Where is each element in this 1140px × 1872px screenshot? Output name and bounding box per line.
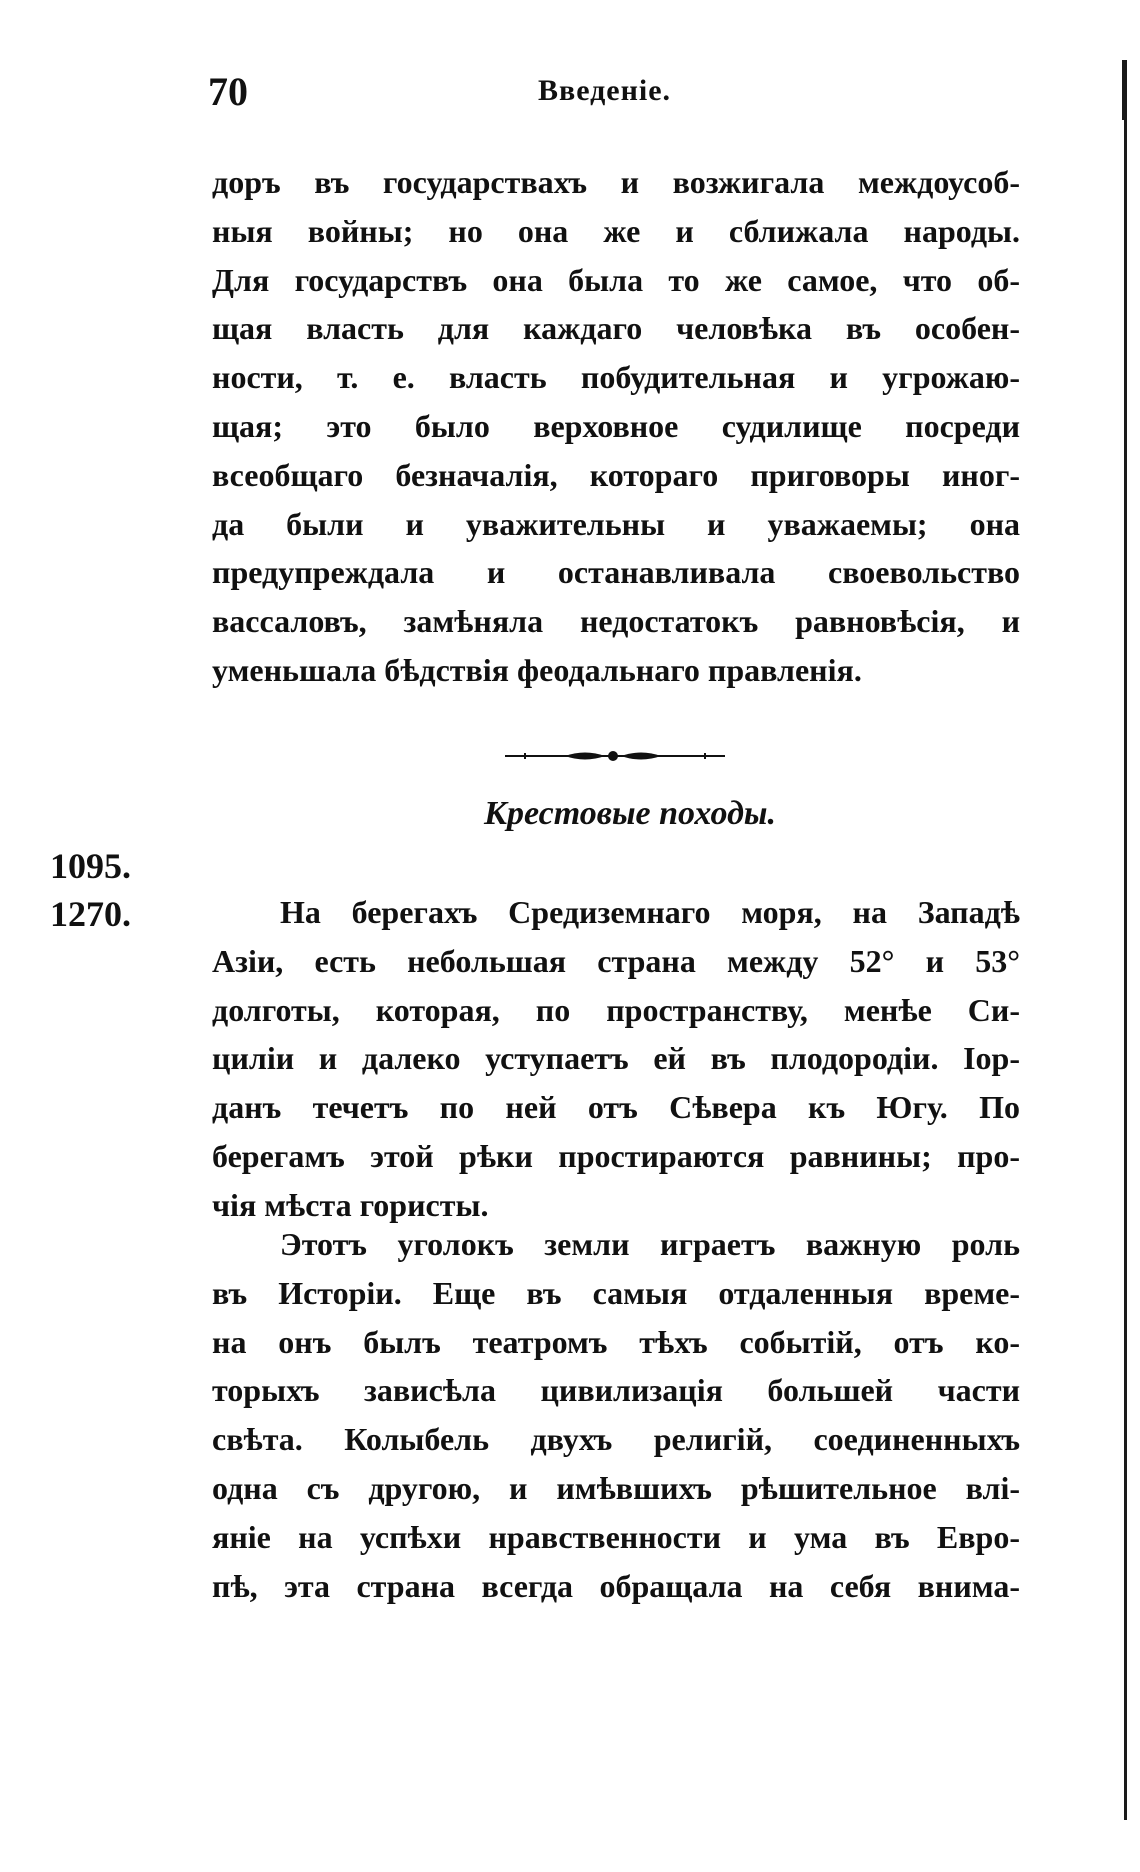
section-title <box>0 795 1140 833</box>
paragraph <box>212 888 1020 1230</box>
text-line: чія мѣста гористы. <box>212 1186 489 1223</box>
paragraph-continuation <box>212 158 1020 695</box>
text-line: ности, т. е. власть побудительная и угрожаю- <box>212 359 1020 396</box>
text-line: вассаловъ, замѣняла недостатокъ равновѣсія, и <box>212 603 1020 640</box>
text-line: На берегахъ Средиземнаго моря, на Западѣ <box>280 894 1020 930</box>
text-line: данъ течетъ по ней отъ Сѣвера къ Югу. По <box>212 1089 1020 1126</box>
text-line: въ Исторіи. Еще въ самыя отдаленныя време- <box>212 1274 1020 1311</box>
text-line: Этотъ уголокъ земли играетъ важную роль <box>280 1226 1020 1262</box>
ornamental-divider <box>505 748 725 764</box>
page-number: 70 <box>208 69 248 114</box>
text-line: яніе на успѣхи нравственности и ума въ Евро- <box>212 1518 1020 1555</box>
text-line: предупреждала и останавливала своевольство <box>212 554 1020 591</box>
margin-years <box>50 842 131 938</box>
text-line: да были и уважительны и уважаемы; она <box>212 505 1020 542</box>
text-line: Азіи, есть небольшая страна между 52° и 53° <box>212 942 1020 979</box>
text-line: уменьшала бѣдствія феодальнаго правленія. <box>212 651 862 688</box>
text-line: торыхъ зависѣла цивилизація большей части <box>212 1372 1020 1409</box>
margin-year-end: 1270. <box>50 894 131 934</box>
text-line: Для государствъ она была то же самое, что об- <box>212 261 1020 298</box>
text-line: щая власть для каждаго человѣка въ особен- <box>212 310 1020 347</box>
text-line: пѣ, эта страна всегда обращала на себя внима- <box>212 1567 1020 1604</box>
margin-year-start: 1095. <box>50 846 131 886</box>
text-line: циліи и далеко уступаетъ ей въ плодородіи. Іор- <box>212 1040 1020 1077</box>
section-title-text: Крестовые походы. <box>483 795 777 832</box>
page-edge-line <box>1124 60 1127 1820</box>
text-line: долготы, которая, по пространству, менѣе Си- <box>212 991 1020 1028</box>
text-line: щая; это было верховное судилище посреди <box>212 407 1020 444</box>
text-line: доръ въ государствахъ и возжигала междоусоб- <box>212 164 1020 200</box>
paragraph <box>212 1220 1020 1610</box>
text-line: свѣта. Колыбель двухъ религій, соединенныхъ <box>212 1421 1020 1458</box>
text-line: на онъ былъ театромъ тѣхъ событій, отъ ко- <box>212 1323 1020 1360</box>
text-line: одна съ другою, и имѣвшихъ рѣшительное влі- <box>212 1469 1020 1506</box>
text-line: ныя войны; но она же и сближала народы. <box>212 212 1020 249</box>
running-head <box>208 68 1028 118</box>
running-title: Введеніе. <box>538 74 672 107</box>
text-line: всеобщаго безначалія, котораго приговоры иног- <box>212 456 1020 493</box>
text-line: берегамъ этой рѣки простираются равнины; про- <box>212 1137 1020 1174</box>
